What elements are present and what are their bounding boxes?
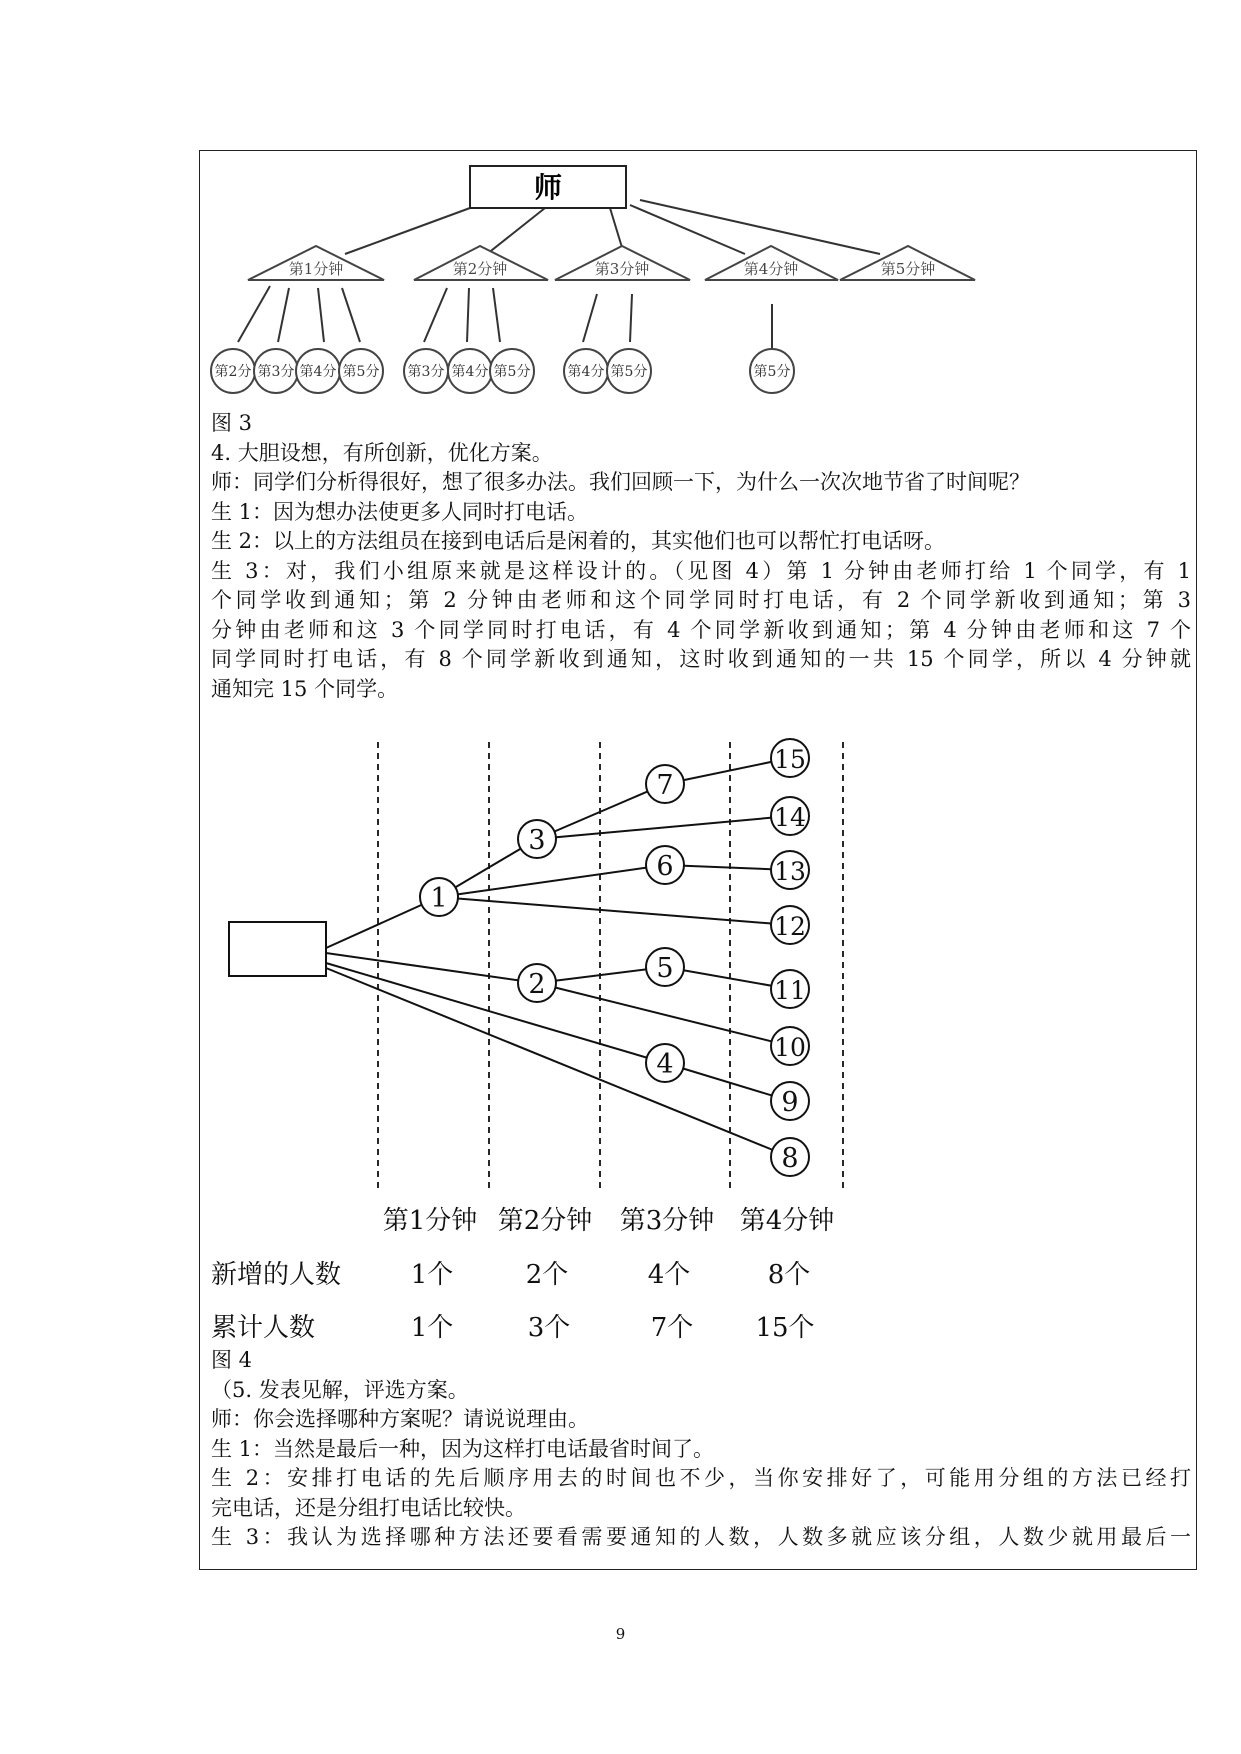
figure-3-caption: 图 3: [211, 411, 253, 435]
paragraph-line: 个同学收到通知；第 2 分钟由老师和这个同学同时打电话，有 2 个同学新收到通知；第 3: [211, 588, 1191, 612]
fig4-node-6: 6: [656, 851, 674, 882]
fig4-node-11: 11: [774, 976, 806, 1005]
paragraph-line: 生 2：安排打电话的先后顺序用去的时间也不少，当你安排好了，可能用分组的方法已经打: [211, 1466, 1191, 1490]
fig3-node: 第5分: [610, 364, 648, 380]
paragraph-line: 生 3：我认为选择哪种方法还要看需要通知的人数，人数多就应该分组，人数少就用最后一: [211, 1525, 1191, 1549]
fig4-node-10: 10: [774, 1033, 806, 1062]
fig3-node: 第2分: [214, 364, 252, 380]
fig4-node-7: 7: [656, 770, 674, 801]
paragraph-line: 分钟由老师和这 3 个同学同时打电话，有 4 个同学新收到通知；第 4 分钟由老师和这 7 个: [211, 617, 1191, 642]
fig4-minute-4: 第4分钟: [739, 1206, 835, 1236]
fig3-minute-3: 第3分钟: [594, 260, 650, 278]
paragraph-line: 生 3：对，我们小组原来就是这样设计的。（见图 4）第 1 分钟由老师打给 1 个同学，有 1: [211, 558, 1191, 583]
fig3-minute-1: 第1分钟: [288, 260, 344, 278]
paragraph-line: 4. 大胆设想，有所创新，优化方案。: [211, 440, 553, 465]
paragraph-line: 通知完 15 个同学。: [211, 676, 399, 701]
fig3-node: 第4分: [451, 364, 489, 380]
paragraph-line: 同学同时打电话，有 8 个同学新收到通知，这时收到通知的一共 15 个同学，所以 4 分钟就: [211, 647, 1191, 671]
row-total-label: 累计人数: [211, 1313, 316, 1340]
fig3-minute-5: 第5分钟: [880, 260, 936, 278]
fig4-node-4: 4: [656, 1049, 674, 1080]
fig3-minute-2: 第2分钟: [452, 260, 508, 278]
fig4-node-8: 8: [781, 1143, 799, 1174]
figure-3-tree-diagram: [0, 0, 1241, 420]
paragraph-line: 师：你会选择哪种方案呢？请说说理由。: [211, 1407, 589, 1431]
fig4-node-2: 2: [528, 969, 546, 1000]
fig4-node-14: 14: [774, 803, 806, 832]
fig4-node-13: 13: [774, 857, 806, 886]
fig4-node-1: 1: [430, 883, 448, 914]
row-new-value: 4个: [647, 1260, 691, 1290]
fig4-node-3: 3: [528, 825, 546, 856]
fig3-node: 第4分: [299, 364, 337, 380]
figure-4-phone-tree: [0, 720, 1241, 1340]
paragraph-line: 师：同学们分析得很好，想了很多办法。我们回顾一下，为什么一次次地节省了时间呢？: [211, 470, 1030, 494]
figure-4-caption: 图 4: [211, 1348, 253, 1372]
text-block-1: [211, 409, 1191, 704]
fig3-node: 第3分: [257, 364, 295, 380]
fig4-minute-3: 第3分钟: [619, 1206, 715, 1236]
fig3-node: 第5分: [342, 364, 380, 380]
fig4-minute-2: 第2分钟: [497, 1206, 593, 1236]
fig4-node-9: 9: [781, 1087, 799, 1118]
row-total-value: 15个: [755, 1313, 815, 1340]
fig4-minute-1: 第1分钟: [382, 1206, 478, 1236]
paragraph-line: 生 1：当然是最后一种，因为这样打电话最省时间了。: [211, 1436, 715, 1461]
row-new-value: 8个: [767, 1260, 811, 1290]
text-block-2: [211, 1346, 1191, 1553]
fig4-node-12: 12: [774, 912, 806, 941]
fig4-node-15: 15: [774, 745, 806, 774]
fig4-node-5: 5: [656, 953, 674, 984]
row-total-value: 7个: [650, 1313, 694, 1340]
row-total-value: 3个: [527, 1313, 571, 1340]
fig3-node: 第5分: [753, 364, 791, 380]
paragraph-line: （5. 发表见解，评选方案。: [211, 1377, 469, 1402]
row-new-value: 1个: [410, 1260, 454, 1290]
paragraph-line: 生 1：因为想办法使更多人同时打电话。: [211, 499, 589, 524]
row-new-label: 新增的人数: [211, 1260, 342, 1290]
fig3-node: 第3分: [407, 364, 445, 380]
row-total-value: 1个: [410, 1313, 454, 1340]
row-new-value: 2个: [525, 1260, 569, 1290]
teacher-label: 师: [533, 171, 563, 204]
teacher-box-empty: [229, 922, 326, 976]
paragraph-line: 完电话，还是分组打电话比较快。: [211, 1495, 526, 1520]
fig3-node: 第4分: [567, 364, 605, 380]
fig3-minute-4: 第4分钟: [743, 260, 799, 278]
paragraph-line: 生 2：以上的方法组员在接到电话后是闲着的，其实他们也可以帮忙打电话呀。: [211, 529, 946, 553]
fig3-node: 第5分: [493, 364, 531, 380]
page-number: 9: [615, 1625, 626, 1643]
